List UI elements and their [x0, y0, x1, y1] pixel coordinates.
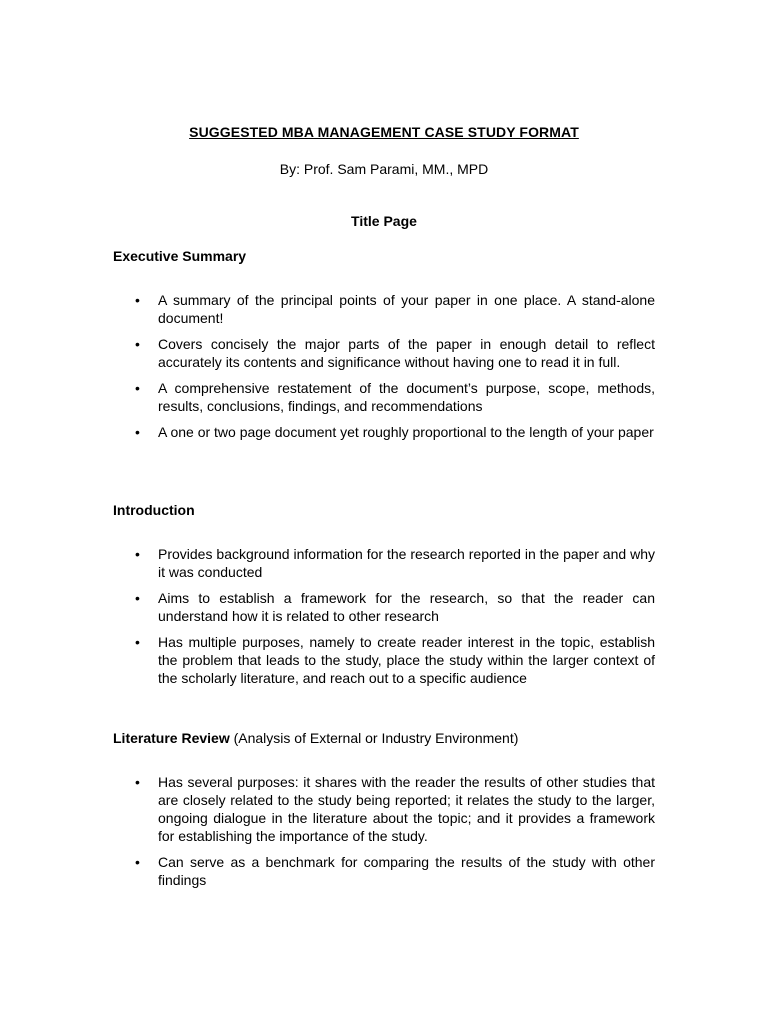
- list-item: [113, 291, 655, 327]
- section-heading-label: Literature Review: [113, 730, 230, 746]
- section-heading-label: Executive Summary: [113, 248, 247, 264]
- bullet-icon: •: [135, 380, 140, 396]
- section-introduction: [113, 501, 655, 695]
- list-item: [113, 773, 655, 845]
- section-heading: [113, 729, 655, 747]
- section-heading-suffix: (Analysis of External or Industry Environment): [229, 730, 519, 746]
- list-item: [113, 423, 655, 441]
- list-item-text: Has several purposes: it shares with the reader the results of other studies that are closely related to the study being reported; it relates the study to the larger, ongoing dialogue in the literature about the topic; and it provides a framework for establishing the importance of the study.: [158, 774, 655, 844]
- list-item: [113, 335, 655, 371]
- list-item-text: Aims to establish a framework for the research, so that the reader can understand how it is related to other research: [158, 590, 655, 624]
- bullet-icon: •: [135, 854, 140, 870]
- bullet-icon: •: [135, 774, 140, 790]
- list-item-text: Provides background information for the research reported in the paper and why it was conducted: [158, 546, 655, 580]
- list-item: [113, 633, 655, 687]
- bullet-icon: •: [135, 336, 140, 352]
- list-item-text: A comprehensive restatement of the document’s purpose, scope, methods, results, conclusions, findings, and recommendations: [158, 380, 655, 414]
- list-item: [113, 545, 655, 581]
- section-heading-label: Introduction: [113, 502, 195, 518]
- bullet-icon: •: [135, 590, 140, 606]
- bullet-list: [113, 545, 655, 687]
- bullet-list: [113, 773, 655, 889]
- section-heading: [113, 247, 655, 265]
- bullet-icon: •: [135, 546, 140, 562]
- bullet-list: [113, 291, 655, 441]
- list-item-text: Can serve as a benchmark for comparing the results of the study with other findings: [158, 854, 655, 888]
- title-page-heading: Title Page: [351, 213, 417, 229]
- bullet-icon: •: [135, 424, 140, 440]
- list-item-text: Covers concisely the major parts of the paper in enough detail to reflect accurately its contents and significance without having one to read it in full.: [158, 336, 655, 370]
- list-item-text: Has multiple purposes, namely to create reader interest in the topic, establish the problem that leads to the study, place the study within the larger context of the scholarly literature, and reach out to a specific audience: [158, 634, 655, 686]
- list-item: [113, 379, 655, 415]
- list-item-text: A one or two page document yet roughly proportional to the length of your paper: [158, 424, 654, 440]
- document-byline: By: Prof. Sam Parami, MM., MPD: [279, 161, 489, 177]
- section-executive-summary: [113, 247, 655, 449]
- list-item-text: A summary of the principal points of your paper in one place. A stand-alone document!: [158, 292, 655, 326]
- bullet-icon: •: [135, 292, 140, 308]
- section-literature-review: [113, 729, 655, 897]
- list-item: [113, 853, 655, 889]
- bullet-icon: •: [135, 634, 140, 650]
- document-title: SUGGESTED MBA MANAGEMENT CASE STUDY FORMAT: [189, 124, 579, 140]
- list-item: [113, 589, 655, 625]
- section-heading: [113, 501, 655, 519]
